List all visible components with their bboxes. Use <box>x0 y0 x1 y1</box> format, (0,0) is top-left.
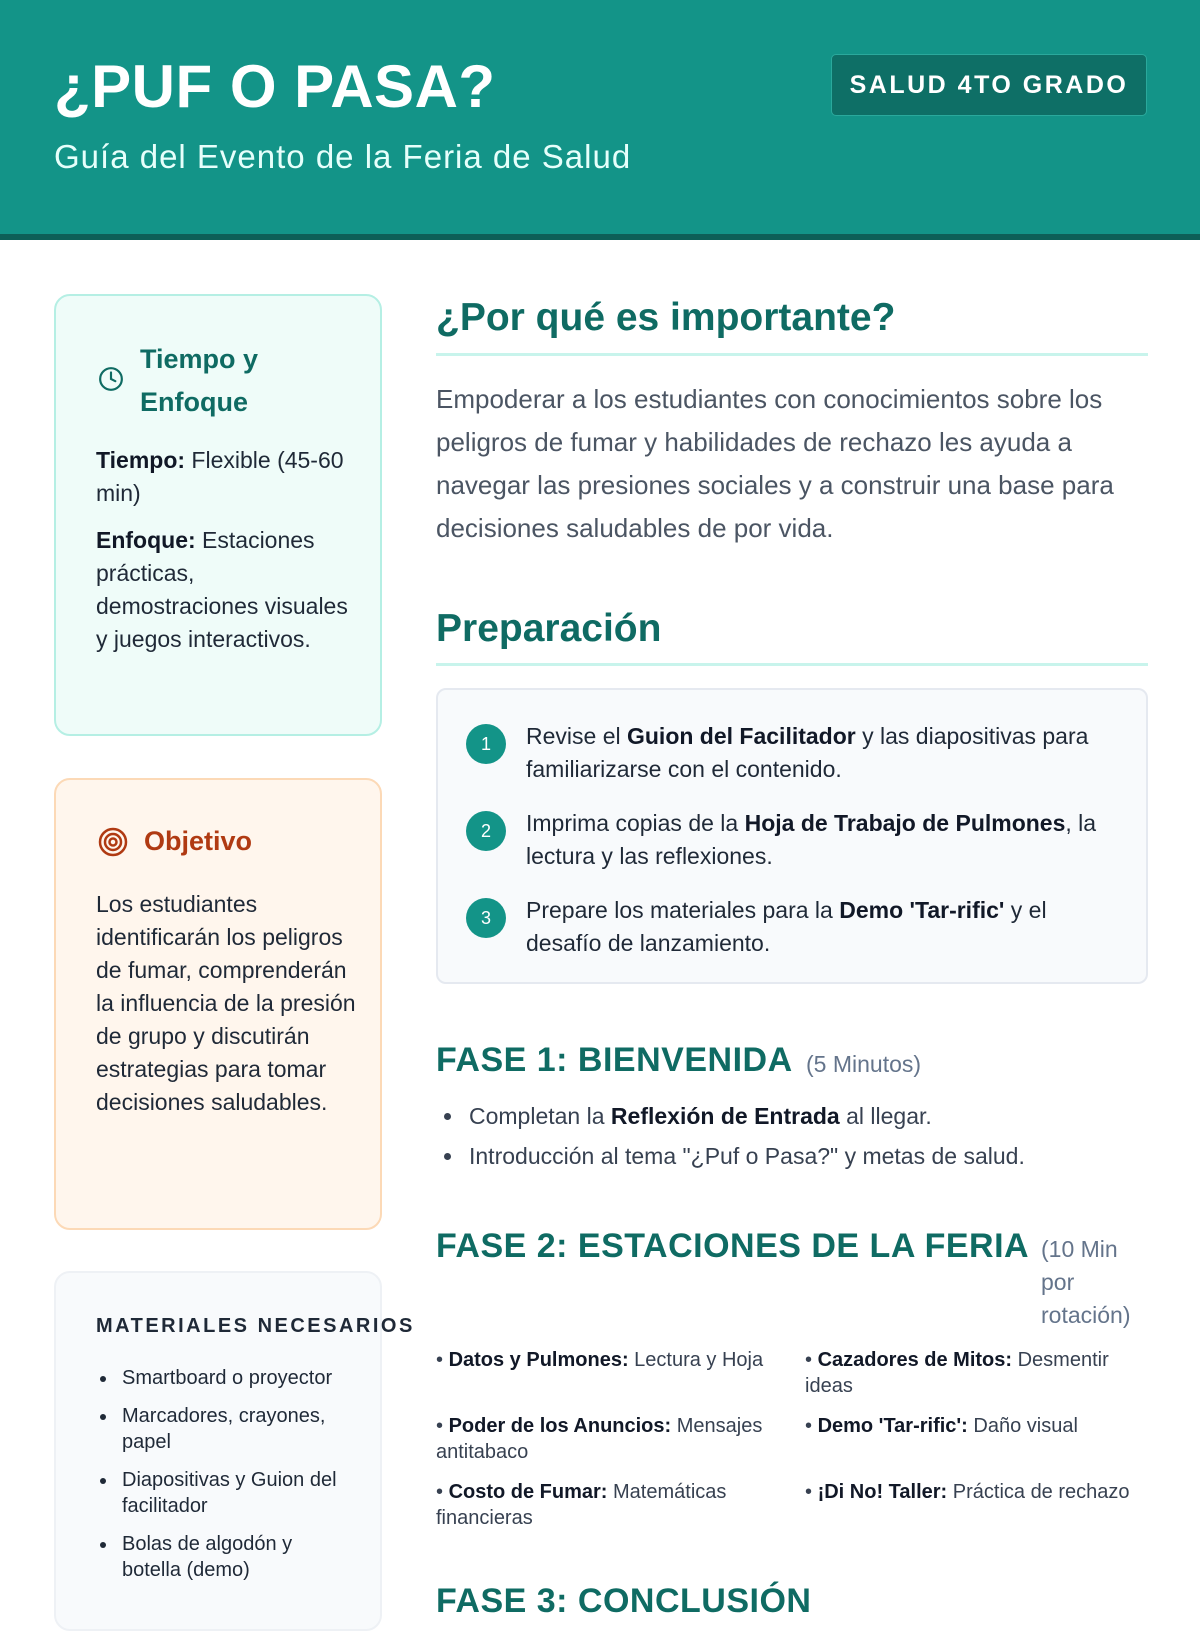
item-pre: Introducción al tema "¿Puf o Pasa?" y metas de salud. <box>469 1143 1025 1169</box>
station-name: ¡Di No! Taller: <box>817 1481 948 1503</box>
why-divider <box>436 353 1148 356</box>
prep-steps-box <box>436 688 1148 984</box>
station-desc: Lectura y Hoja <box>628 1349 764 1371</box>
time-value: Flexible (45-60 min) <box>96 447 344 506</box>
list-item: Smartboard o proyector <box>96 1365 356 1391</box>
station-name: Cazadores de Mitos: <box>817 1349 1013 1371</box>
station-item: • Costo de Fumar: Matemáticas financieras <box>436 1481 727 1529</box>
time-label: Tiempo: <box>96 447 186 473</box>
item-post: al llegar. <box>839 1103 932 1129</box>
step-text <box>526 894 1126 960</box>
page-header <box>0 0 1200 240</box>
phase2-heading: FASE 2: ESTACIONES DE LA FERIA <box>436 1227 1030 1265</box>
objective-text: Los estudiantes identificarán los peligros de fumar, comprenderán la influencia de la presión de grupo y discutirán estrategias para tomar decisiones saludables. <box>96 891 356 1115</box>
step-text-pre: Imprima copias de la <box>526 810 745 836</box>
step-text-pre: Prepare los materiales para la <box>526 897 840 923</box>
station-item: • Demo 'Tar-rific': Daño visual <box>805 1415 1078 1437</box>
phase1-duration: (5 Minutos) <box>806 1051 922 1077</box>
phase1-heading: FASE 1: BIENVENIDA <box>436 1041 793 1079</box>
materials-card <box>54 1271 415 1631</box>
station-desc: Práctica de rechazo <box>947 1481 1130 1503</box>
station-desc: Desmentir ideas <box>805 1349 1109 1397</box>
time-info <box>96 444 356 510</box>
why-text: Empoderar a los estudiantes con conocimientos sobre los peligros de fumar y habilidades de rechazo les ayuda a navegar las presiones sociales y a construir una base para decisiones saludables de por vida. <box>436 384 1114 543</box>
step-text-post: y las diapositivas para familiarizarse con el contenido. <box>526 723 1089 782</box>
station-desc: Mensajes antitabaco <box>436 1415 763 1463</box>
page-title: ¿PUF O PASA? <box>54 53 496 120</box>
prep-heading: Preparación <box>436 607 662 650</box>
page-subtitle: Guía del Evento de la Feria de Salud <box>54 138 632 175</box>
item-bold: Reflexión de Entrada <box>610 1103 840 1129</box>
list-item: Marcadores, crayones, papel <box>96 1403 356 1455</box>
station-name: Demo 'Tar-rific': <box>817 1415 968 1437</box>
step-text-bold: Demo 'Tar-rific' <box>839 897 1005 923</box>
phase1-list <box>436 1096 1136 1176</box>
clock-icon <box>98 366 124 392</box>
objective-card <box>54 778 382 1230</box>
step-text-post: , la lectura y las reflexiones. <box>526 810 1097 869</box>
step-number-badge: 2 <box>466 811 506 851</box>
station-item: • Poder de los Anuncios: Mensajes antitabaco <box>436 1415 763 1463</box>
step-text <box>526 720 1126 786</box>
station-item: • ¡Di No! Taller: Práctica de rechazo <box>805 1481 1130 1503</box>
step-text <box>526 807 1126 873</box>
step-number-badge: 3 <box>466 898 506 938</box>
phase2-duration: (10 Min por rotación) <box>1041 1236 1131 1328</box>
item-pre: Completan la <box>469 1103 611 1129</box>
target-icon <box>98 827 128 857</box>
station-desc: Matemáticas financieras <box>436 1481 727 1529</box>
step-text-pre: Revise el <box>526 723 627 749</box>
station-desc: Daño visual <box>967 1415 1078 1437</box>
step-text-bold: Guion del Facilitador <box>626 723 856 749</box>
step-number-badge: 1 <box>466 724 506 764</box>
list-item <box>436 1096 1136 1136</box>
grade-badge: SALUD 4TO GRADO <box>831 54 1147 116</box>
time-focus-card <box>54 294 382 736</box>
station-name: Poder de los Anuncios: <box>448 1415 672 1437</box>
why-heading: ¿Por qué es importante? <box>436 296 896 339</box>
focus-info <box>96 524 356 656</box>
materials-heading: MATERIALES NECESARIOS <box>96 1315 415 1337</box>
step-text-bold: Hoja de Trabajo de Pulmones <box>744 810 1066 836</box>
station-item: • Datos y Pulmones: Lectura y Hoja <box>436 1349 764 1371</box>
station-name: Datos y Pulmones: <box>448 1349 629 1371</box>
list-item: Bolas de algodón y botella (demo) <box>96 1531 356 1583</box>
focus-label: Enfoque: <box>96 527 196 553</box>
list-item <box>436 1136 1136 1176</box>
focus-value: Estaciones prácticas, demostraciones visuales y juegos interactivos. <box>96 527 348 652</box>
list-item: Diapositivas y Guion del facilitador <box>96 1467 356 1519</box>
prep-divider <box>436 663 1148 666</box>
time-focus-heading: Tiempo y Enfoque <box>140 344 259 417</box>
materials-list <box>96 1365 356 1595</box>
station-item: • Cazadores de Mitos: Desmentir ideas <box>805 1349 1109 1397</box>
phase3-heading: FASE 3: CONCLUSIÓN <box>436 1582 812 1620</box>
objective-heading: Objetivo <box>144 826 253 856</box>
station-name: Costo de Fumar: <box>448 1481 608 1503</box>
step-text-post: y el desafío de lanzamiento. <box>526 897 1047 956</box>
